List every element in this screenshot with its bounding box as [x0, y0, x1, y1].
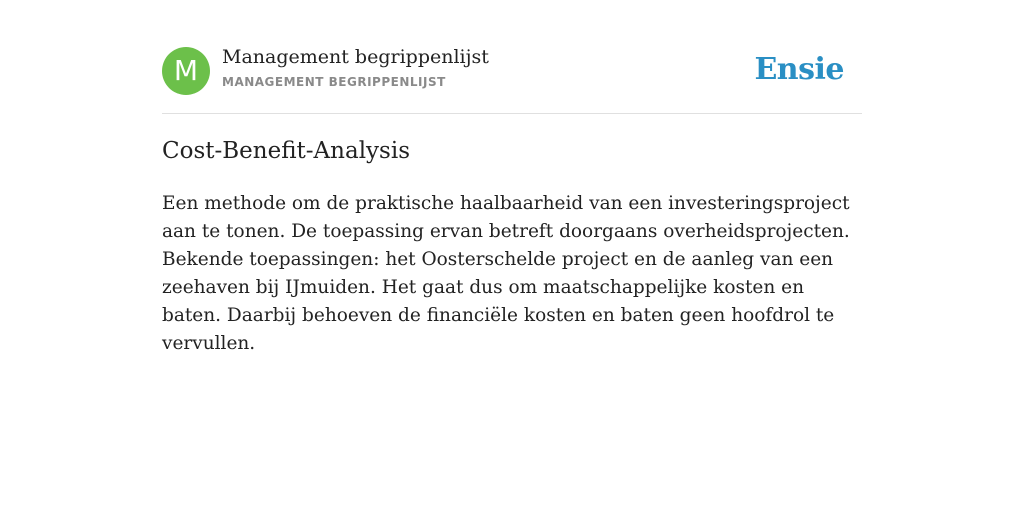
source-header — [162, 0, 862, 114]
source-title[interactable]: Management begrippenlijst — [222, 46, 489, 68]
source-subtitle: MANAGEMENT BEGRIPPENLIJST — [222, 75, 446, 89]
entry-card — [162, 0, 862, 354]
entry-term: Cost-Benefit-Analysis — [162, 138, 411, 164]
ensie-logo[interactable]: Ensie — [754, 52, 844, 87]
source-avatar[interactable]: M — [162, 47, 210, 95]
entry-definition: Een methode om de praktische haalbaarheid van een investeringsproject aan te tonen. De toepassing ervan betreft doorgaans overheidsprojecten. Bekende toepassingen: het Oosterschelde project en de aanleg van een zeehaven bij IJmuiden. Het gaat dus om maatschappelijke kosten en baten. Daarbij behoeven de financiële kosten en baten geen hoofdrol te vervullen. — [162, 193, 850, 354]
